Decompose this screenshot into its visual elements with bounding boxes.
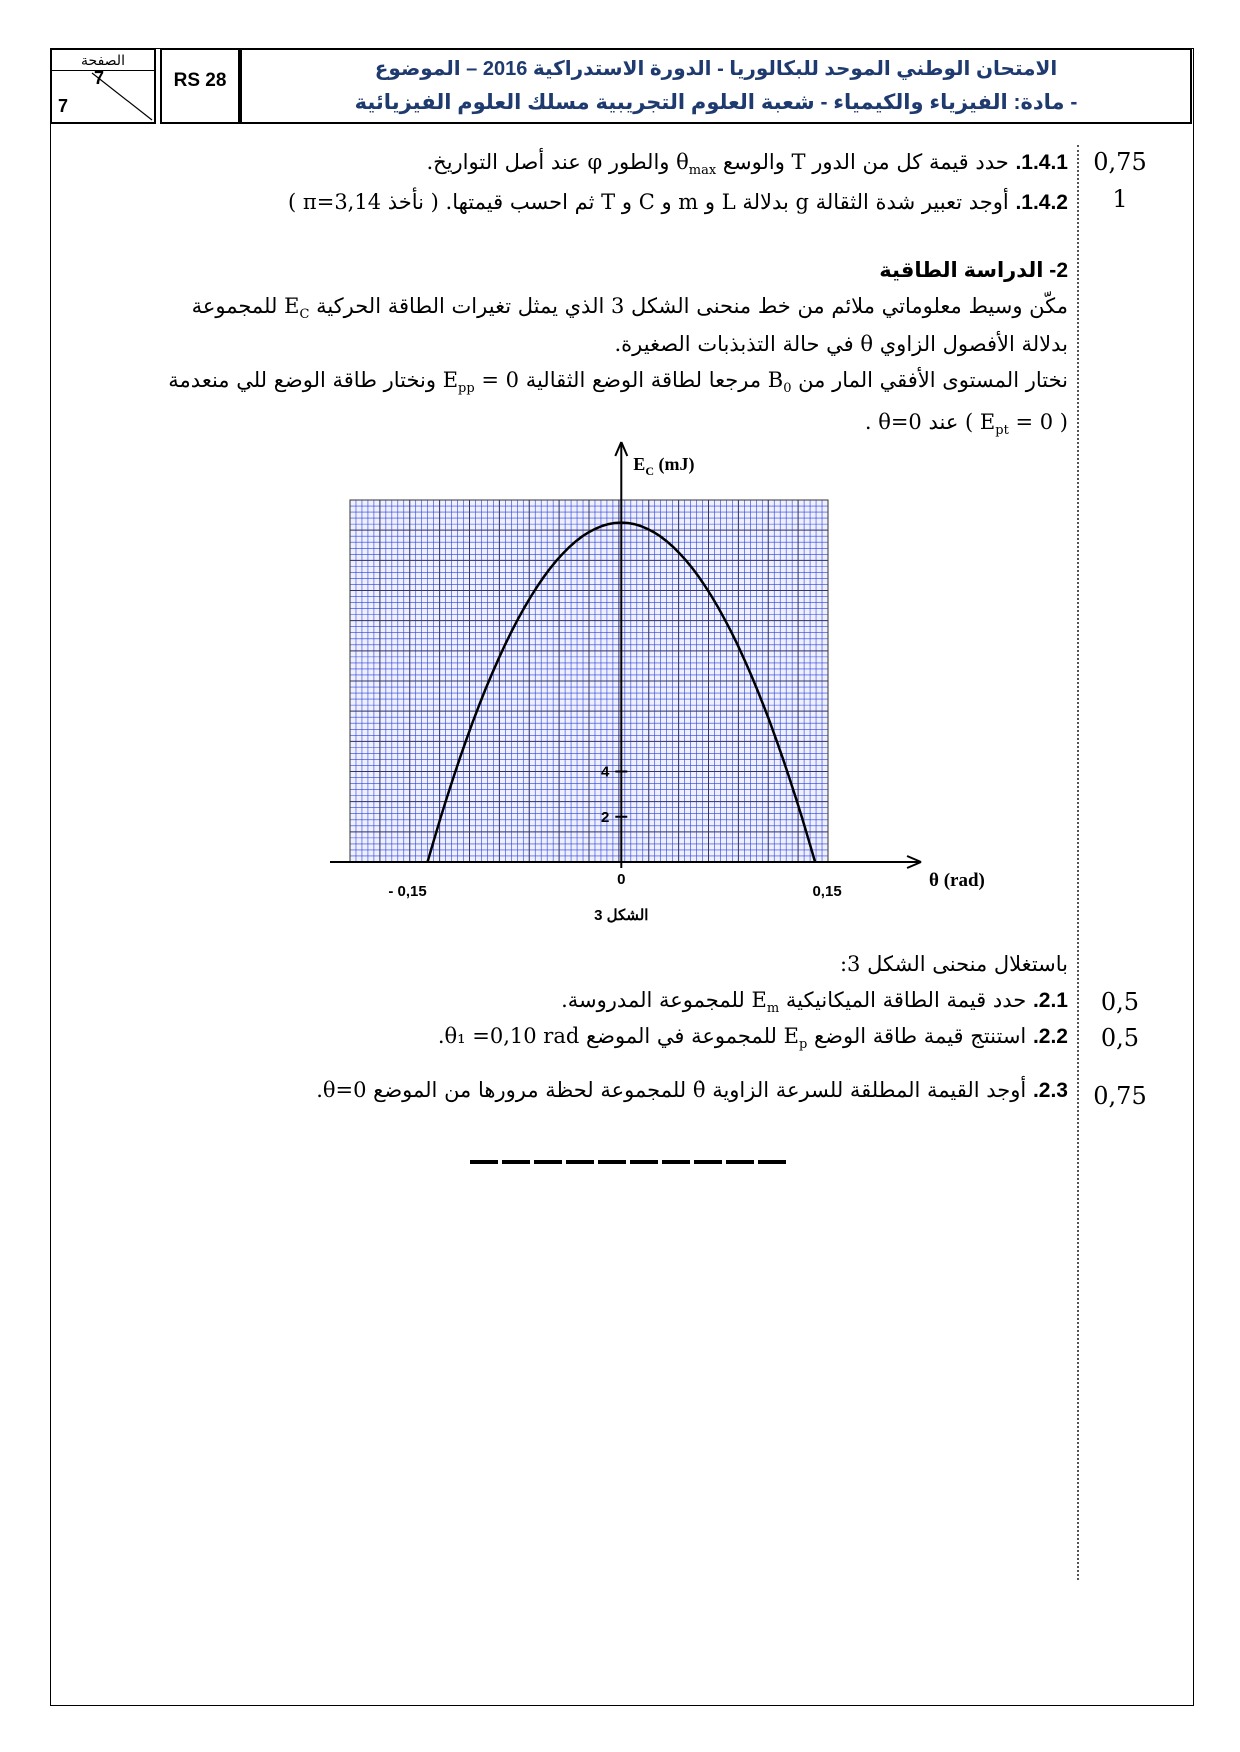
page-number: 7	[94, 68, 105, 88]
score-1-4-2: 1	[1112, 185, 1128, 213]
question-1-4-1: 1.4.1. حدد قيمة كل من الدور T والوسع $\theta_{max}$ والطور φ عند أصل التواريخ.	[426, 150, 1068, 179]
end-dash	[534, 1160, 562, 1164]
questions-intro: باستغلال منحنى الشكل 3:	[839, 952, 1068, 976]
question-2-1: 2.1. حدد قيمة الطاقة الميكانيكية $E_m$ للمجموعة المدروسة.	[561, 988, 1068, 1017]
end-dash	[502, 1160, 530, 1164]
end-dash	[726, 1160, 754, 1164]
end-dash	[758, 1160, 786, 1164]
end-dash	[566, 1160, 594, 1164]
end-dash	[630, 1160, 658, 1164]
y-tick-label: 2	[600, 808, 610, 826]
exam-code-box	[160, 48, 240, 124]
section-2-paragraph-3: نختار المستوى الأفقي المار من $B_0$ مرجعا لطاقة الوضع الثقالية $E_{pp} = 0$ ونختار طاقة الوضع للي منعدمة	[168, 368, 1068, 397]
page-number-box	[50, 48, 156, 124]
x-tick-label: 0,15	[812, 883, 842, 900]
score-2-3: 0,75	[1093, 1082, 1147, 1110]
score-2-1: 0,5	[1100, 988, 1140, 1016]
score-1-4-1: 0,75	[1093, 148, 1147, 176]
end-dash	[598, 1160, 626, 1164]
question-2-2: 2.2. استنتج قيمة طاقة الوضع $E_p$ للمجموعة في الموضع θ₁ =0,10 rad.	[437, 1024, 1068, 1053]
x-axis-label: θ (rad)	[929, 870, 985, 891]
y-axis-label: $E_C$ (mJ)	[633, 454, 695, 478]
end-dash	[470, 1160, 498, 1164]
exam-title-box	[240, 48, 1192, 124]
question-1-4-2: 1.4.2. أوجد تعبير شدة الثقالة g بدلالة L و m و C و T ثم احسب قيمتها. ( نأخذ π=3,14 )	[288, 190, 1068, 214]
section-2-paragraph-2: بدلالة الأفصول الزاوي θ في حالة التذبذبات الصغيرة.	[614, 332, 1068, 356]
score-2-2: 0,5	[1100, 1024, 1140, 1052]
page-total: 7	[58, 96, 69, 116]
exam-title-line1: الامتحان الوطني الموحد للبكالوريا - الدورة الاستدراكية 2016 – الموضوع	[374, 58, 1058, 80]
exam-code: RS 28	[173, 70, 227, 91]
score-column-separator	[1077, 145, 1079, 1580]
question-2-3: 2.3. أوجد القيمة المطلقة للسرعة الزاوية θ̇ للمجموعة لحظة مرورها من الموضع θ=0.	[316, 1078, 1068, 1102]
x-tick-label: - 0,15	[388, 883, 427, 900]
section-2-paragraph-1: مكّن وسيط معلوماتي ملائم من خط منحنى الشكل 3 الذي يمثل تغيرات الطاقة الحركية $E_C$ للمجموعة	[191, 294, 1068, 323]
section-2-heading: 2- الدراسة الطاقية	[879, 259, 1068, 282]
page-label: الصفحة	[81, 52, 125, 68]
section-2-paragraph-4: ( $E_{pt} = 0$ ) عند θ=0 .	[864, 410, 1068, 439]
end-dash	[662, 1160, 690, 1164]
x-tick-label: 0	[617, 871, 626, 888]
figure-3-chart	[330, 440, 985, 930]
end-dash	[694, 1160, 722, 1164]
exam-title-line2: - مادة: الفيزياء والكيمياء - شعبة العلوم التجريبية مسلك العلوم الفيزيائية	[354, 91, 1078, 114]
y-tick-label: 4	[600, 763, 610, 781]
figure-caption: الشكل 3	[594, 907, 649, 924]
